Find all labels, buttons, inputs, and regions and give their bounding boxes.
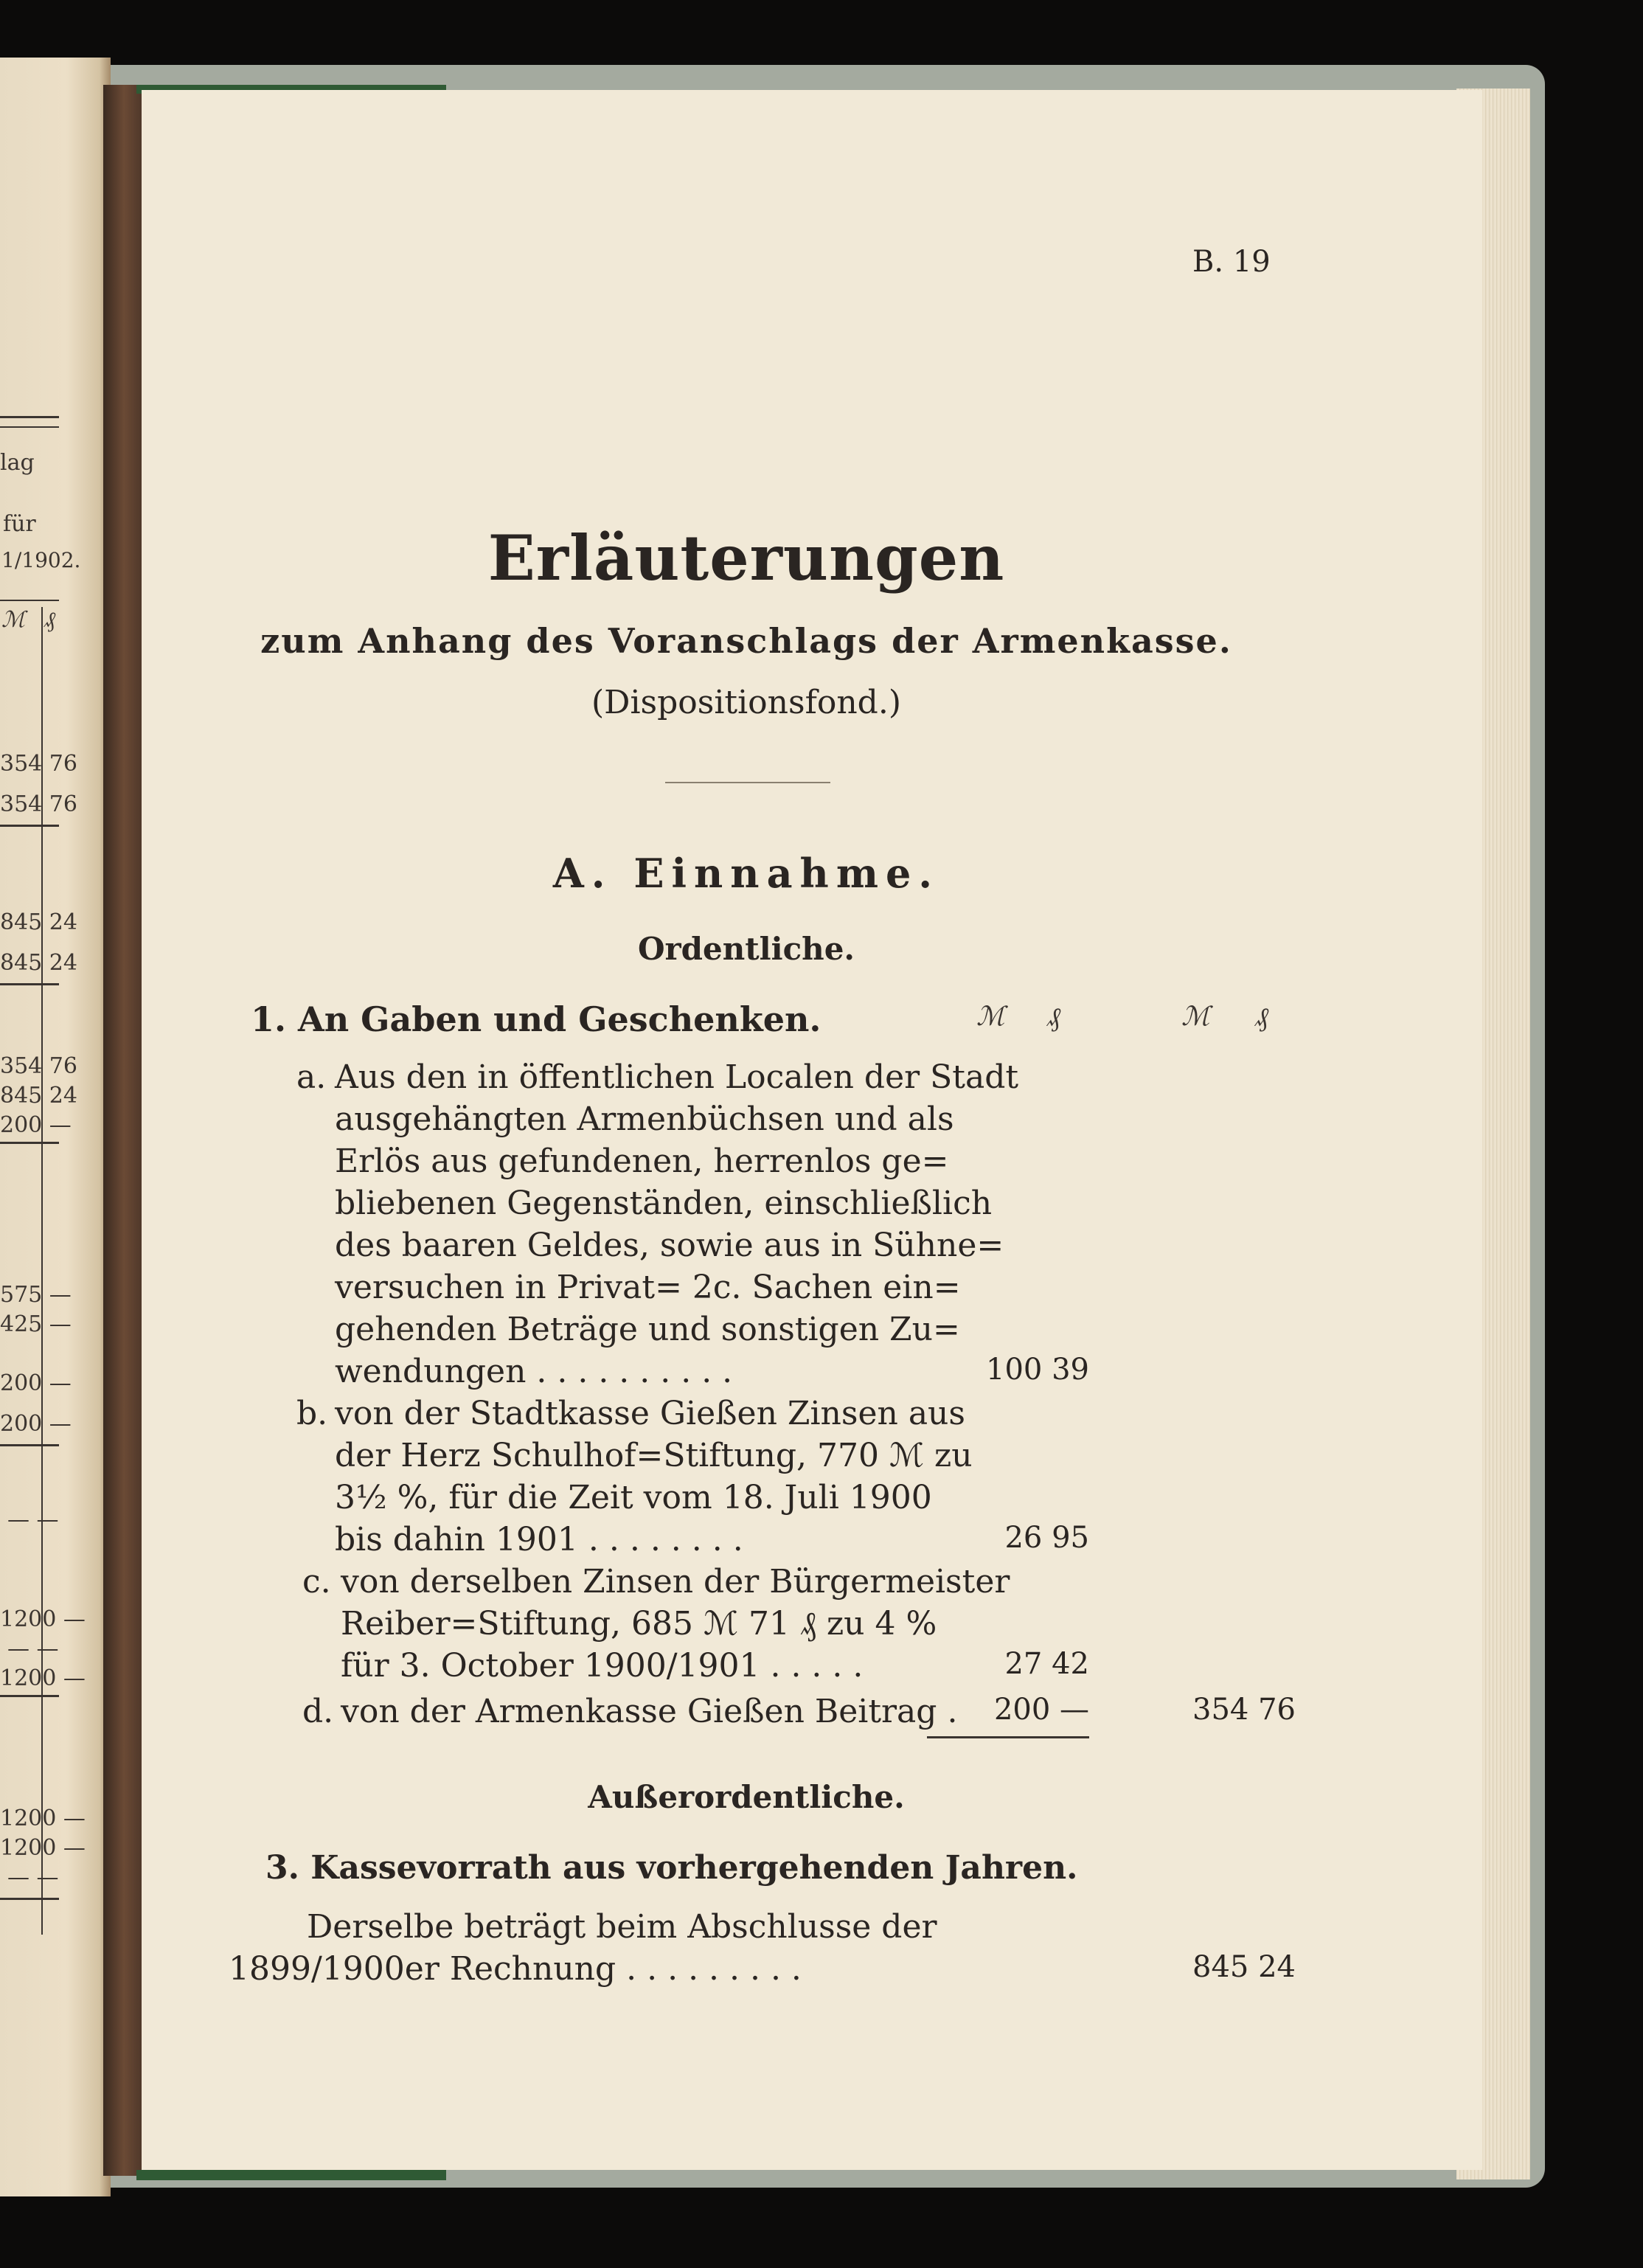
item-text-line: von der Stadtkasse Gießen Zinsen aus — [335, 1395, 965, 1432]
item-text-line: 1899/1900er Rechnung . . . . . . . . . — [229, 1950, 802, 1988]
left-page-value: 1200 — — [0, 1806, 86, 1831]
item-text-line: 3½ %, für die Zeit vom 18. Juli 1900 — [335, 1479, 932, 1516]
left-page-text: ₰ — [44, 607, 55, 633]
item-text-line: Aus den in öffentlichen Localen der Stadt — [335, 1058, 1019, 1096]
left-page-value: 1200 — — [0, 1665, 86, 1691]
subsection-heading: Außerordentliche. — [588, 1779, 905, 1815]
item-amount: 26 95 — [1004, 1521, 1089, 1555]
left-page-text: für — [3, 511, 36, 537]
left-page-value: — — — [7, 1865, 59, 1890]
left-page-value: 1200 — — [0, 1835, 86, 1861]
item-text-line: von derselben Zinsen der Bürgermeister — [341, 1563, 1010, 1601]
item-letter: b. — [296, 1395, 328, 1432]
left-page-rule — [0, 983, 59, 985]
left-page-value: — — — [7, 1507, 59, 1533]
page-title: Erläuterungen — [487, 521, 1005, 594]
left-page-value: 354 76 — [0, 1053, 77, 1079]
left-page-value: 200 — — [0, 1411, 72, 1437]
left-page-value: 845 24 — [0, 909, 77, 935]
divider — [665, 782, 830, 783]
left-page-value: 425 — — [0, 1311, 72, 1337]
item-letter: d. — [302, 1693, 334, 1730]
subsection-heading: Ordentliche. — [637, 931, 855, 967]
column-header-mark: ℳ — [1181, 1002, 1210, 1032]
item-text-line: der Herz Schulhof=Stiftung, 770 ℳ zu — [335, 1437, 973, 1474]
column-header-pfennig: ₰ — [1255, 1002, 1268, 1033]
item-letter: c. — [302, 1563, 331, 1601]
left-page-text: ℳ — [1, 607, 26, 633]
item-text-line: von der Armenkasse Gießen Beitrag . — [341, 1693, 958, 1730]
left-page-text: 1/1902. — [1, 548, 81, 572]
left-page-value: 1200 — — [0, 1606, 86, 1632]
column-header-pfennig: ₰ — [1047, 1002, 1060, 1033]
total-amount: 845 24 — [1192, 1950, 1296, 1984]
item-text-line: Derselbe beträgt beim Abschlusse der — [307, 1908, 937, 1946]
left-page-value: — — — [7, 1636, 59, 1662]
item-text-line: ausgehängten Armenbüchsen und als — [335, 1100, 954, 1138]
left-page-value: 354 76 — [0, 751, 77, 777]
left-page-value: 845 24 — [0, 950, 77, 976]
sum-rule — [927, 1736, 1089, 1738]
item-amount: 200 — — [993, 1693, 1089, 1727]
item-heading: 1. An Gaben und Geschenken. — [251, 999, 822, 1039]
page-number: B. 19 — [1192, 245, 1271, 279]
column-header-mark: ℳ — [976, 1002, 1005, 1032]
subtotal-amount: 354 76 — [1192, 1693, 1296, 1727]
left-page-rule — [0, 416, 59, 418]
item-text-line: Erlös aus gefundenen, herrenlos ge= — [335, 1142, 949, 1180]
item-text-line: für 3. October 1900/1901 . . . . . — [341, 1647, 864, 1685]
left-page-value: 354 76 — [0, 791, 77, 817]
item-text-line: des baaren Geldes, sowie aus in Sühne= — [335, 1227, 1004, 1264]
subtitle: zum Anhang des Voranschlags der Armenkasse. — [260, 621, 1232, 661]
left-page-value: 200 — — [0, 1112, 72, 1138]
subtitle-fund: (Dispositionsfond.) — [591, 684, 901, 721]
left-page-value: 845 24 — [0, 1083, 77, 1109]
left-page-rule — [0, 426, 59, 428]
left-page-rule — [0, 1898, 59, 1900]
left-page-rule — [0, 600, 59, 601]
left-page-value: 575 — — [0, 1282, 72, 1308]
item-text-line: wendungen . . . . . . . . . . — [335, 1353, 733, 1390]
item-text-line: bliebenen Gegenständen, einschließlich — [335, 1185, 993, 1222]
cover-edge — [136, 2170, 446, 2180]
left-page-rule — [0, 1444, 59, 1446]
item-text-line: bis dahin 1901 . . . . . . . . — [335, 1521, 743, 1558]
item-text-line: versuchen in Privat= 2c. Sachen ein= — [335, 1269, 961, 1306]
item-text-line: Reiber=Stiftung, 685 ℳ 71 ₰ zu 4 % — [341, 1605, 937, 1643]
item-heading: 3. Kassevorrath aus vorhergehenden Jahren. — [265, 1849, 1078, 1887]
left-page-rule — [0, 825, 59, 827]
left-page-value: 200 — — [0, 1370, 72, 1396]
item-amount: 27 42 — [1004, 1647, 1089, 1681]
item-text-line: gehenden Beträge und sonstigen Zu= — [335, 1311, 960, 1348]
left-page-text: lag — [0, 450, 35, 476]
item-letter: a. — [296, 1058, 327, 1096]
document-page — [142, 90, 1482, 2170]
left-facing-page — [0, 58, 111, 2196]
section-heading: A. Einnahme. — [552, 850, 940, 897]
left-page-rule — [0, 1695, 59, 1697]
item-amount: 100 39 — [986, 1353, 1089, 1387]
left-page-rule — [0, 1142, 59, 1144]
